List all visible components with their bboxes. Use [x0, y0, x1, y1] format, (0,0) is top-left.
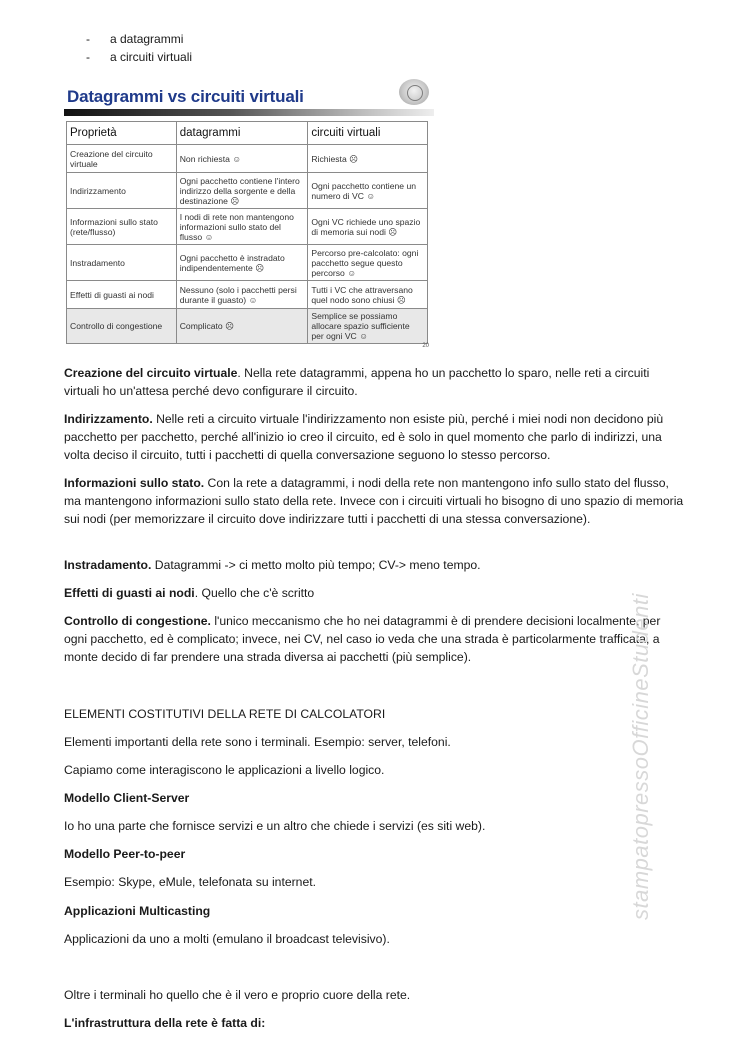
slide-image [64, 77, 434, 351]
paragraph: Instradamento. Datagrammi -> ci metto molto più tempo; CV-> meno tempo. [64, 558, 481, 572]
paragraph: Esempio: Skype, eMule, telefonata su internet. [64, 875, 317, 889]
comparison-table [66, 121, 428, 344]
paragraph: Creazione del circuito virtuale. Nella rete datagrammi, appena ho un pacchetto lo sparo, nelle reti a circuiti virtuali ho un'attesa perché devo configurare il circuito. [64, 366, 650, 399]
watermark: stampatopressoOfficineStudenti [628, 593, 653, 920]
list-item: - a circuiti virtuali [86, 50, 193, 64]
paragraph: Informazioni sullo stato. Con la rete a datagrammi, i nodi della rete non mantengono info sullo stato del flusso, ma mantengono informazioni sullo stato della rete. Invece con i circuiti virtuali ho bisogno di uno spazio di memoria sui nodi (per memorizzare il circuito dove indirizzare tutti i pacchetti di una stessa conversazione). [64, 476, 684, 527]
paragraph: Oltre i terminali ho quello che è il vero e proprio cuore della rete. [64, 988, 411, 1002]
subheading: Modello Peer-to-peer [64, 847, 186, 861]
paragraph: Controllo di congestione. l'unico meccanismo che ho nei datagrammi è di prendere decisioni localmente, per ogni pacchetto, ed è complicato; invece, nei CV, nel caso io veda che una strada è particolarmente trafficata, a monte decido di far prendere una strada diversa ai pacchetti (più semplice). [64, 614, 661, 665]
subheading: Applicazioni Multicasting [64, 904, 211, 918]
table-header: circuiti virtuali [308, 122, 428, 145]
paragraph: Effetti di guasti ai nodi. Quello che c'è scritto [64, 586, 315, 600]
list-item: - a datagrammi [86, 32, 184, 46]
table-row: Instradamento Ogni pacchetto è instradato indipendentemente ☹ Percorso pre-calcolato: ogni pacchetto segue questo percorso ☺ [67, 245, 428, 281]
slide-title-bar [64, 109, 434, 116]
table-row: Indirizzamento Ogni pacchetto contiene l'intero indirizzo della sorgente e della destinazione ☹ Ogni pacchetto contiene un numero di VC ☺ [67, 173, 428, 209]
section-heading: ELEMENTI COSTITUTIVI DELLA RETE DI CALCOLATORI [64, 707, 386, 721]
table-header-row [67, 122, 428, 145]
paragraph: Indirizzamento. Nelle reti a circuito virtuale l'indirizzamento non esiste più, perché i miei nodi non decidono più pacchetto per pacchetto, perché all'inizio io creo il circuito, ed è solo in quel momento che parlo di indirizzi, una volta deciso il circuito, tutti i pacchetti di quella conversazione seguono lo stesso percorso. [64, 412, 664, 463]
table-row: Effetti di guasti ai nodi Nessuno (solo i pacchetti persi durante il guasto) ☺ Tutti i VC che attraversano quel nodo sono chiusi ☹ [67, 281, 428, 309]
bullet-list [86, 30, 192, 66]
paragraph: Io ho una parte che fornisce servizi e un altro che chiede i servizi (es siti web). [64, 819, 486, 833]
table-header: datagrammi [176, 122, 308, 145]
table-row: Controllo di congestione Complicato ☹ Semplice se possiamo allocare spazio sufficiente per ogni VC ☺ [67, 309, 428, 344]
subheading: Modello Client-Server [64, 791, 190, 805]
subheading: L'infrastruttura della rete è fatta di: [64, 1016, 266, 1030]
table-header: Proprietà [67, 122, 177, 145]
table-row: Informazioni sullo stato (rete/flusso) I nodi di rete non mantengono informazioni sullo stato del flusso ☺ Ogni VC richiede uno spazio di memoria sui nodi ☹ [67, 209, 428, 245]
paragraph: Capiamo come interagiscono le applicazioni a livello logico. [64, 763, 385, 777]
university-logo-icon [399, 79, 429, 105]
paragraph: Elementi importanti della rete sono i terminali. Esempio: server, telefoni. [64, 735, 451, 749]
paragraph: Applicazioni da uno a molti (emulano il broadcast televisivo). [64, 932, 390, 946]
slide-title: Datagrammi vs circuiti virtuali [67, 87, 304, 106]
slide-page-number: 20 [422, 343, 429, 349]
table-row: Creazione del circuito virtuale Non richiesta ☺ Richiesta ☹ [67, 145, 428, 173]
